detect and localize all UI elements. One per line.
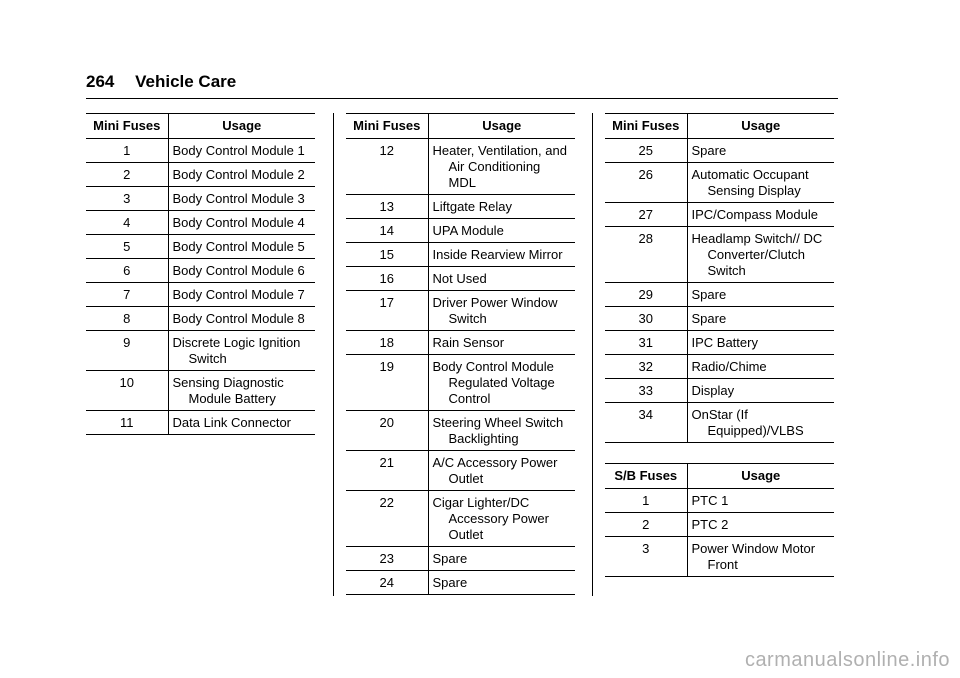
fuse-number: 7 <box>86 283 168 307</box>
fuse-usage: Body Control Module 3 <box>172 191 305 206</box>
fuse-usage: Rain Sensor <box>432 335 505 350</box>
fuse-number: 21 <box>346 451 428 491</box>
fuse-number: 3 <box>86 187 168 211</box>
table-row <box>346 355 575 411</box>
column-header-fuse: Mini Fuses <box>86 114 168 139</box>
fuse-usage: Headlamp Switch// DC Converter/Clutch Switch <box>691 231 823 278</box>
fuse-number: 22 <box>346 491 428 547</box>
fuse-usage: PTC 1 <box>691 493 729 508</box>
fuse-number: 15 <box>346 243 428 267</box>
fuse-usage-cell <box>428 243 575 267</box>
fuse-usage: Spare <box>691 311 727 326</box>
table-row <box>86 235 315 259</box>
table-row <box>86 187 315 211</box>
fuse-number: 3 <box>605 537 687 577</box>
fuse-number: 26 <box>605 163 687 203</box>
fuse-number: 27 <box>605 203 687 227</box>
fuse-number: 11 <box>86 411 168 435</box>
table-row <box>346 291 575 331</box>
fuse-number: 23 <box>346 547 428 571</box>
table-row <box>605 513 834 537</box>
fuse-usage-cell <box>428 491 575 547</box>
column-header-fuse: S/B Fuses <box>605 464 687 489</box>
fuse-number: 8 <box>86 307 168 331</box>
fuse-number: 4 <box>86 211 168 235</box>
fuse-usage: Body Control Module 8 <box>172 311 305 326</box>
fuse-usage: Sensing Diagnostic Module Battery <box>172 375 284 406</box>
fuse-usage-cell <box>687 203 834 227</box>
table-row <box>346 267 575 291</box>
fuse-table-sb <box>605 463 834 577</box>
fuse-usage: Body Control Module 4 <box>172 215 305 230</box>
fuse-usage-cell <box>168 259 315 283</box>
fuse-number: 30 <box>605 307 687 331</box>
fuse-number: 32 <box>605 355 687 379</box>
fuse-usage: Radio/Chime <box>691 359 767 374</box>
fuse-usage-cell <box>687 537 834 577</box>
fuse-usage: Body Control Module 2 <box>172 167 305 182</box>
fuse-usage-cell <box>687 513 834 537</box>
table-row <box>346 331 575 355</box>
fuse-number: 18 <box>346 331 428 355</box>
fuse-usage: Power Window Motor Front <box>691 541 816 572</box>
fuse-usage: Display <box>691 383 735 398</box>
fuse-usage: Spare <box>691 287 727 302</box>
fuse-number: 2 <box>605 513 687 537</box>
table-row <box>605 203 834 227</box>
fuse-usage-cell <box>428 547 575 571</box>
fuse-number: 1 <box>605 489 687 513</box>
fuse-usage-cell <box>687 379 834 403</box>
fuse-usage: UPA Module <box>432 223 504 238</box>
fuse-number: 13 <box>346 195 428 219</box>
fuse-number: 29 <box>605 283 687 307</box>
fuse-usage: Body Control Module 7 <box>172 287 305 302</box>
fuse-usage: Heater, Ventilation, and Air Conditioning MDL <box>432 143 567 190</box>
table-row <box>605 355 834 379</box>
table-row <box>605 283 834 307</box>
fuse-usage-cell <box>428 267 575 291</box>
fuse-usage: OnStar (If Equipped)/VLBS <box>691 407 804 438</box>
column-separator <box>333 113 334 596</box>
table-row <box>346 411 575 451</box>
fuse-usage: IPC/Compass Module <box>691 207 818 222</box>
table-row <box>86 163 315 187</box>
table-row <box>605 331 834 355</box>
fuse-number: 25 <box>605 139 687 163</box>
fuse-usage: Data Link Connector <box>172 415 292 430</box>
fuse-usage: Spare <box>691 143 727 158</box>
fuse-usage-cell <box>428 355 575 411</box>
fuse-usage-cell <box>687 489 834 513</box>
table-row <box>605 537 834 577</box>
fuse-usage: Body Control Module 1 <box>172 143 305 158</box>
fuse-usage-cell <box>687 227 834 283</box>
fuse-usage-cell <box>687 307 834 331</box>
table-row <box>86 411 315 435</box>
fuse-usage: Steering Wheel Switch Backlighting <box>432 415 564 446</box>
fuse-usage-cell <box>687 163 834 203</box>
fuse-usage: Spare <box>432 551 468 566</box>
table-row <box>346 195 575 219</box>
table-row <box>605 139 834 163</box>
fuse-usage-cell <box>428 571 575 595</box>
fuse-usage-cell <box>687 331 834 355</box>
fuse-usage-cell <box>428 195 575 219</box>
fuse-usage-cell <box>168 139 315 163</box>
fuse-number: 16 <box>346 267 428 291</box>
fuse-usage-cell <box>428 451 575 491</box>
fuse-usage: Discrete Logic Ignition Switch <box>172 335 301 366</box>
column-separator <box>592 113 593 596</box>
fuse-number: 5 <box>86 235 168 259</box>
watermark: carmanualsonline.info <box>744 649 950 671</box>
column-header-usage: Usage <box>428 114 575 139</box>
table-row <box>86 331 315 371</box>
fuse-usage-cell <box>687 139 834 163</box>
fuse-usage-cell <box>428 139 575 195</box>
fuse-usage: Liftgate Relay <box>432 199 512 214</box>
fuse-number: 10 <box>86 371 168 411</box>
fuse-number: 9 <box>86 331 168 371</box>
fuse-number: 17 <box>346 291 428 331</box>
page-number: 264 <box>86 72 115 91</box>
fuse-number: 20 <box>346 411 428 451</box>
fuse-usage-cell <box>168 371 315 411</box>
column-header-fuse: Mini Fuses <box>346 114 428 139</box>
table-row <box>605 307 834 331</box>
fuse-number: 14 <box>346 219 428 243</box>
fuse-usage-cell <box>687 403 834 443</box>
table-row <box>605 163 834 203</box>
fuse-number: 34 <box>605 403 687 443</box>
fuse-usage: Cigar Lighter/DC Accessory Power Outlet <box>432 495 549 542</box>
table-row <box>86 283 315 307</box>
fuse-usage: Not Used <box>432 271 487 286</box>
table-row <box>86 211 315 235</box>
fuse-usage-cell <box>428 219 575 243</box>
fuse-usage: A/C Accessory Power Outlet <box>432 455 558 486</box>
page-header <box>86 72 236 92</box>
fuse-usage-cell <box>428 331 575 355</box>
fuse-number: 28 <box>605 227 687 283</box>
table-row <box>605 489 834 513</box>
table-row <box>346 547 575 571</box>
fuse-usage-cell <box>168 283 315 307</box>
fuse-number: 19 <box>346 355 428 411</box>
fuse-table-mini-2 <box>346 113 575 595</box>
fuse-usage: Body Control Module 6 <box>172 263 305 278</box>
table-row <box>346 571 575 595</box>
fuse-usage: Spare <box>432 575 468 590</box>
table-row <box>346 219 575 243</box>
fuse-number: 31 <box>605 331 687 355</box>
table-row <box>346 491 575 547</box>
fuse-number: 12 <box>346 139 428 195</box>
table-row <box>605 403 834 443</box>
fuse-usage: Body Control Module 5 <box>172 239 305 254</box>
fuse-usage: Inside Rearview Mirror <box>432 247 563 262</box>
fuse-usage-cell <box>168 307 315 331</box>
fuse-number: 1 <box>86 139 168 163</box>
fuse-usage: PTC 2 <box>691 517 729 532</box>
column-header-usage: Usage <box>687 464 834 489</box>
column-header-usage: Usage <box>168 114 315 139</box>
fuse-number: 2 <box>86 163 168 187</box>
fuse-number: 24 <box>346 571 428 595</box>
fuse-usage-cell <box>168 411 315 435</box>
fuse-number: 6 <box>86 259 168 283</box>
column-header-usage: Usage <box>687 114 834 139</box>
column-header-fuse: Mini Fuses <box>605 114 687 139</box>
fuse-usage: IPC Battery <box>691 335 758 350</box>
table-row <box>86 259 315 283</box>
fuse-usage-cell <box>687 355 834 379</box>
fuse-usage-cell <box>168 163 315 187</box>
fuse-usage-cell <box>168 235 315 259</box>
table-row <box>86 139 315 163</box>
table-row <box>605 379 834 403</box>
table-row <box>86 307 315 331</box>
fuse-usage-cell <box>168 331 315 371</box>
table-row <box>346 139 575 195</box>
table-row <box>346 243 575 267</box>
fuse-number: 33 <box>605 379 687 403</box>
page-title: Vehicle Care <box>135 72 237 91</box>
header-rule <box>86 98 838 99</box>
fuse-usage-cell <box>687 283 834 307</box>
fuse-table-mini-1 <box>86 113 315 435</box>
fuse-table-mini-3 <box>605 113 834 443</box>
table-row <box>605 227 834 283</box>
fuse-usage: Body Control Module Regulated Voltage Control <box>432 359 555 406</box>
fuse-usage-cell <box>428 411 575 451</box>
fuse-usage: Automatic Occupant Sensing Display <box>691 167 809 198</box>
table-row <box>346 451 575 491</box>
fuse-usage-cell <box>428 291 575 331</box>
table-row <box>86 371 315 411</box>
fuse-usage: Driver Power Window Switch <box>432 295 558 326</box>
fuse-usage-cell <box>168 187 315 211</box>
fuse-usage-cell <box>168 211 315 235</box>
